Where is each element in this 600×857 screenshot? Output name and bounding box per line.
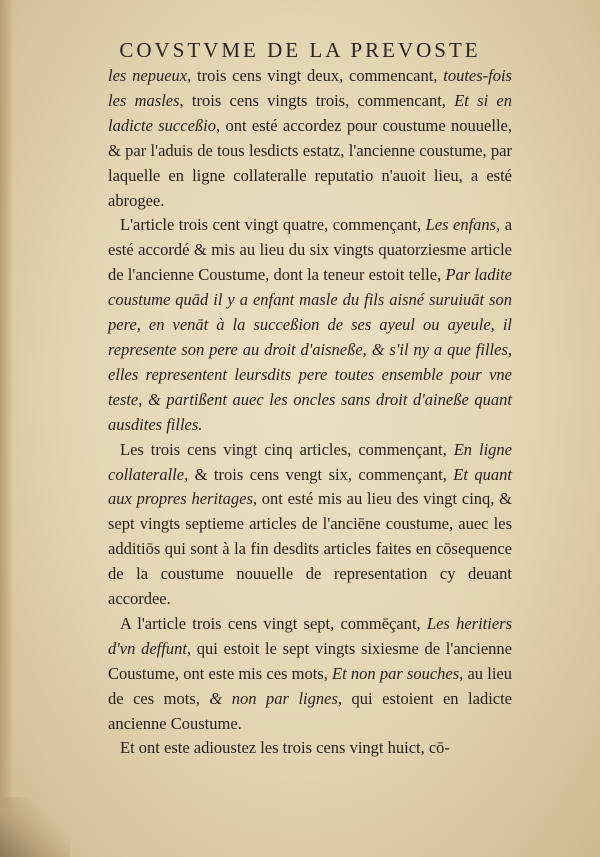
paragraph-3 <box>108 438 512 612</box>
paragraph-4 <box>108 612 512 737</box>
text-run: , ont esté accordez pour coustume nouuelle, & par l'aduis de tous lesdicts estatz, l'ancienne coustume, par laquelle en ligne collateralle reputatio n'auoit lieu, a esté abrogee. <box>108 115 512 210</box>
text-run: Et ont este adioustez les trois cens vingt huict, cō- <box>120 738 450 758</box>
text-run: , & trois cens vengt six, commençant, <box>184 464 454 484</box>
italic-run: toutes-fois les masles <box>108 66 512 110</box>
paragraph-5 <box>108 736 512 761</box>
text-run: Les trois cens vingt cinq articles, commençant, <box>120 439 454 459</box>
italic-run: Et non par souches <box>332 663 460 683</box>
text-run: , au lieu de ces mots, <box>108 663 512 708</box>
text-run: , trois cens vingt deux, commencant, <box>187 66 444 85</box>
italic-run: les nepueux <box>108 66 188 85</box>
body-text <box>108 64 512 761</box>
text-run: , trois cens vingts trois, commencant, <box>179 90 455 110</box>
text-run: , qui estoit le sept vingts sixiesme de l'ancienne Coustume, ont este mis ces mots, <box>108 638 512 683</box>
page-edge-shadow <box>0 0 14 857</box>
italic-run: & non par lignes <box>209 688 338 708</box>
italic-run: En ligne collateralle <box>108 439 512 484</box>
paragraph-1 <box>108 64 512 213</box>
italic-run: Et quant aux propres heritages <box>108 464 512 509</box>
folded-corner <box>0 797 70 857</box>
text-run: L'article trois cent vingt quatre, commençant, <box>120 215 426 235</box>
paragraph-2 <box>108 213 512 437</box>
italic-run: Et si en ladicte succeßio <box>108 90 513 135</box>
italic-run: Par ladite coustume quād il y a enfant masle du fils aisné suruiuāt son pere, en venāt à la succeßion de ses ayeul ou ayeule, il represente son pere au droit d'aisneße, & s'il ny a que filles, elles representent leursdits pere toutes ensemble pour vne teste, & partißent auec les oncles sans droit d'aineße quant ausdites filles. <box>108 265 512 434</box>
italic-run: Les enfans <box>425 215 497 235</box>
text-run: A l'article trois cens vingt sept, commēçant, <box>120 613 427 633</box>
text-run: , qui estoient en ladicte ancienne Coustume. <box>108 688 513 733</box>
text-run: , a esté accordé & mis au lieu du six vingts quatorziesme article de l'ancienne Coustume, dont la teneur estoit telle, <box>108 215 513 285</box>
running-head: COVSTVME DE LA PREVOSTE <box>119 38 481 62</box>
italic-run: Les heritiers d'vn deffunt <box>108 613 512 658</box>
text-run: , ont esté mis au lieu des vingt cinq, & sept vingts septieme articles de l'anciēne coustume, auec les additiōs qui sont à la fin desdits articles faites en cōsequence de la coustume nouuelle de representation cy deuant accordee. <box>108 489 513 609</box>
